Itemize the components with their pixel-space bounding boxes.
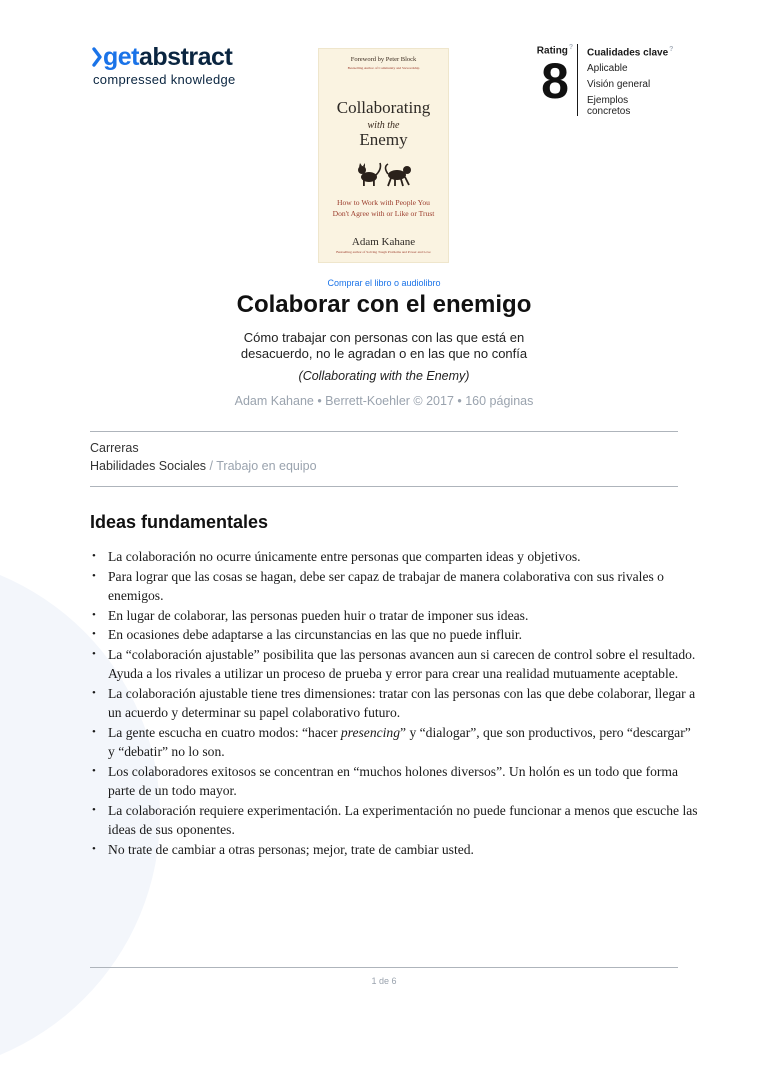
list-item-emphasis: presencing bbox=[340, 724, 401, 740]
qualities-help-icon[interactable]: ? bbox=[669, 46, 674, 53]
category-sub[interactable]: Habilidades Sociales bbox=[90, 459, 207, 473]
key-ideas-title: Ideas fundamentales bbox=[90, 512, 269, 532]
rating-label-text: Rating bbox=[536, 45, 568, 57]
getabstract-logo[interactable] bbox=[92, 42, 292, 87]
cat-and-monkey-illustration bbox=[355, 159, 413, 187]
list-item: • La colaboración requiere experimentación. La experimentación no puede funcionar a menos que escuche las ideas de sus oponentes. bbox=[108, 801, 698, 840]
buy-book-link[interactable] bbox=[0, 278, 768, 288]
page-number: 1 de 6 bbox=[371, 976, 397, 986]
list-item bbox=[108, 723, 698, 762]
rating-value: 8 bbox=[541, 53, 569, 110]
quality-item: Aplicable bbox=[587, 63, 628, 75]
book-meta: Adam Kahane • Berrett-Koehler © 2017 • 160 páginas bbox=[234, 394, 534, 408]
list-item: • La “colaboración ajustable” posibilita que las personas avancen aun si carecen de control sobre el resultado. Ayuda a los rivales a utilizar un proceso de prueba y error para crear una realidad mutuamente aceptable. bbox=[108, 645, 698, 684]
buy-book-link-text[interactable]: Comprar el libro o audiolibro bbox=[327, 278, 441, 288]
cover-subtitle-line1: How to Work with People You bbox=[337, 198, 430, 207]
category-path bbox=[90, 459, 317, 473]
key-ideas-list bbox=[90, 547, 698, 859]
cover-title-with: with the bbox=[367, 120, 400, 131]
cover-author-sub: Bestselling author of Solving Tough Problems and Power and Love bbox=[336, 250, 431, 254]
logo-text-get: get bbox=[103, 42, 139, 71]
list-item: • No trate de cambiar a otras personas; mejor, trate de cambiar usted. bbox=[108, 840, 698, 860]
list-item: • La colaboración ajustable tiene tres dimensiones: tratar con las personas con las que debe colaborar, llegar a un acuerdo y determinar su papel colaborativo futuro. bbox=[108, 684, 698, 723]
cover-subtitle bbox=[323, 197, 444, 219]
logo-tagline: compressed knowledge bbox=[93, 72, 236, 87]
cover-foreword: Foreword by Peter Block bbox=[350, 56, 417, 63]
footer-divider bbox=[90, 967, 678, 968]
list-item: • Para lograr que las cosas se hagan, debe ser capaz de trabajar de manera colaborativa con sus rivales o enemigos. bbox=[108, 567, 698, 606]
book-title: Colaborar con el enemigo bbox=[236, 291, 532, 318]
quality-item: Ejemplos concretos bbox=[587, 95, 631, 118]
key-qualities-title-text: Cualidades clave bbox=[587, 47, 669, 59]
list-item-text: ” y “dialogar”, que son productivos, pero “descargar” y “debatir” no lo son. bbox=[108, 724, 691, 759]
list-item: • En ocasiones debe adaptarse a las circunstancias en las que no puede influir. bbox=[108, 625, 698, 645]
cover-title-enemy: Enemy bbox=[359, 130, 408, 149]
cover-foreword-sub: Bestselling Author of Community and Stewardship bbox=[347, 66, 420, 70]
list-item-text: La gente escucha en cuatro modos: “hacer bbox=[108, 724, 341, 740]
category-main[interactable]: Carreras bbox=[90, 441, 139, 455]
divider bbox=[90, 486, 678, 487]
quality-item: Visión general bbox=[587, 79, 651, 91]
category-sub-topic[interactable]: / Trabajo en equipo bbox=[206, 459, 317, 473]
chevron-icon bbox=[92, 46, 102, 68]
key-qualities bbox=[587, 44, 687, 122]
key-qualities-title bbox=[587, 44, 687, 58]
cover-author: Adam Kahane bbox=[351, 236, 416, 248]
cover-title: Collaborating bbox=[336, 98, 431, 117]
divider bbox=[90, 431, 678, 432]
logo-wordmark bbox=[92, 42, 292, 72]
book-cover[interactable] bbox=[319, 49, 448, 262]
list-item: • Los colaboradores exitosos se concentran en “muchos holones diversos”. Un holón es un todo que forma parte de un todo mayor. bbox=[108, 762, 698, 801]
book-subtitle: Cómo trabajar con personas con las que está en desacuerdo, no le agradan o en las que no confía bbox=[240, 330, 528, 361]
cover-subtitle-line2: Don't Agree with or Like or Trust bbox=[332, 209, 435, 218]
rating-divider bbox=[577, 44, 578, 116]
rating-help-icon[interactable]: ? bbox=[568, 44, 574, 51]
logo-text-abstract: abstract bbox=[139, 42, 233, 71]
book-original-title: (Collaborating with the Enemy) bbox=[298, 369, 470, 383]
rating-block bbox=[535, 44, 575, 110]
list-item: • En lugar de colaborar, las personas pueden huir o tratar de imponer sus ideas. bbox=[108, 606, 698, 626]
list-item: • La colaboración no ocurre únicamente entre personas que comparten ideas y objetivos. bbox=[108, 547, 698, 567]
